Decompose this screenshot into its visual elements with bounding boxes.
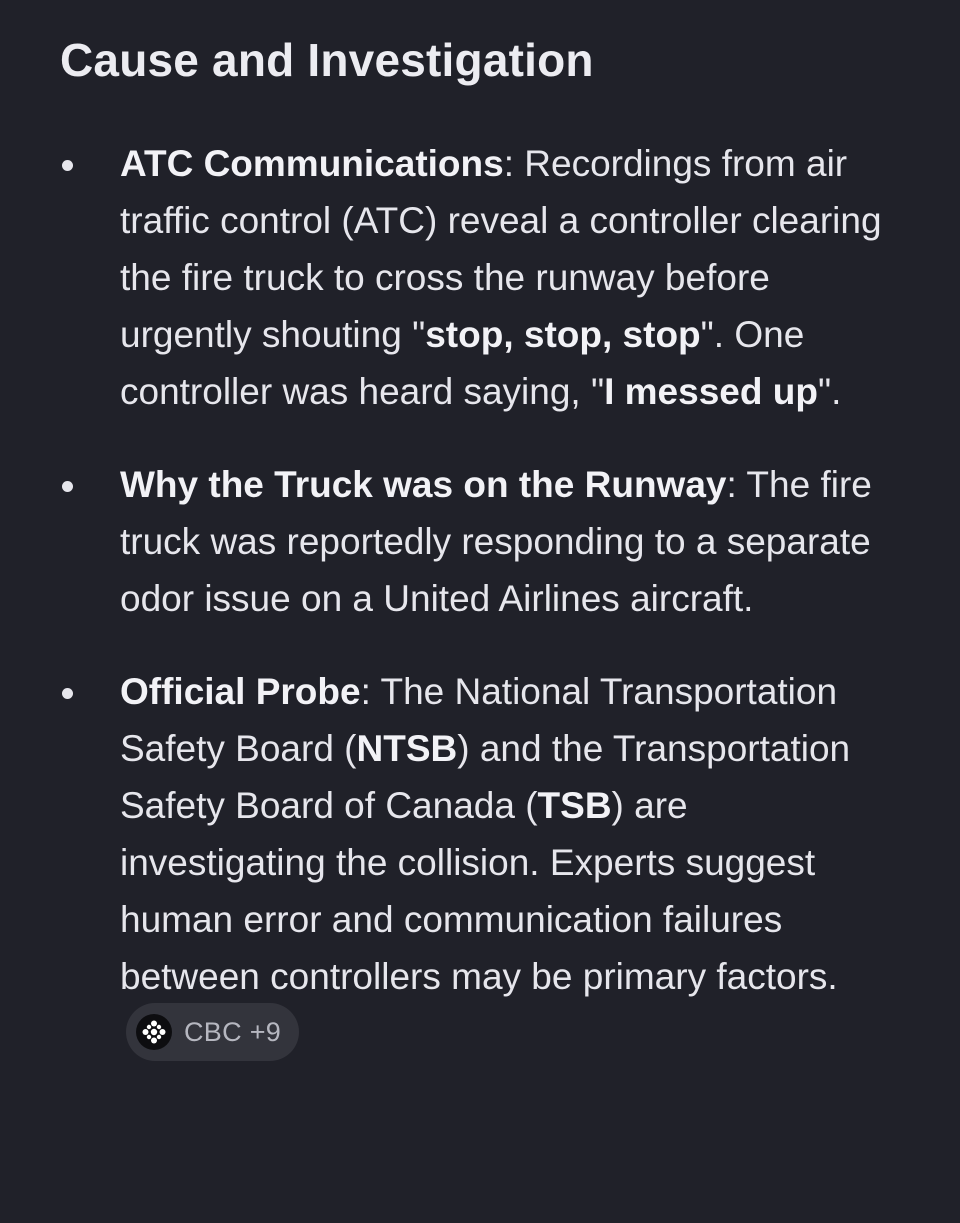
item-bold-text: I messed up	[604, 371, 818, 412]
item-text: ) are investigating the collision. Experts suggest human error and communication failures between controllers may be primary factors.	[120, 785, 838, 997]
item-bold-text: stop, stop, stop	[425, 314, 701, 355]
bullet-list	[60, 135, 900, 1062]
item-heading: ATC Communications	[120, 143, 504, 184]
section-title: Cause and Investigation	[60, 34, 594, 86]
list-item-official-probe: Official Probe: The National Transportation Safety Board (NTSB) and the Transportation Safety Board of Canada (TSB) are investigating the collision. Experts suggest human error and communication failures between controllers may be primary factors. CBC +9	[60, 663, 900, 1062]
item-heading: Official Probe	[120, 671, 361, 712]
item-text: ". One controller was heard saying, "	[120, 314, 805, 412]
item-bold-text: TSB	[537, 785, 612, 826]
bullet-dot-icon	[62, 688, 73, 699]
item-text: The National Transportation Safety Board (	[120, 671, 838, 769]
item-text: Recordings from air traffic control (ATC) reveal a controller clearing the fire truck to cross the runway before urgently shouting "	[120, 143, 882, 355]
list-item-atc-communications: ATC Communications: Recordings from air traffic control (ATC) reveal a controller clearing the fire truck to cross the runway before urgently shouting "stop, stop, stop". One controller was heard saying, "I messed up".	[60, 135, 900, 420]
item-heading: Why the Truck was on the Runway	[120, 464, 727, 505]
item-text: ) and the Transportation Safety Board of Canada (	[120, 728, 851, 826]
list-item-truck-on-runway: Why the Truck was on the Runway: The fire truck was reportedly responding to a separate odor issue on a United Airlines aircraft.	[60, 456, 900, 627]
item-text: The fire truck was reportedly responding to a separate odor issue on a United Airlines aircraft.	[120, 464, 872, 619]
cbc-logo-icon	[136, 1014, 172, 1050]
bullet-dot-icon	[62, 160, 73, 171]
item-text: ".	[817, 371, 842, 412]
bullet-dot-icon	[62, 481, 73, 492]
source-chip-button[interactable]	[126, 1003, 299, 1061]
item-bold-text: NTSB	[356, 728, 458, 769]
source-chip-label: CBC +9	[184, 1016, 282, 1047]
